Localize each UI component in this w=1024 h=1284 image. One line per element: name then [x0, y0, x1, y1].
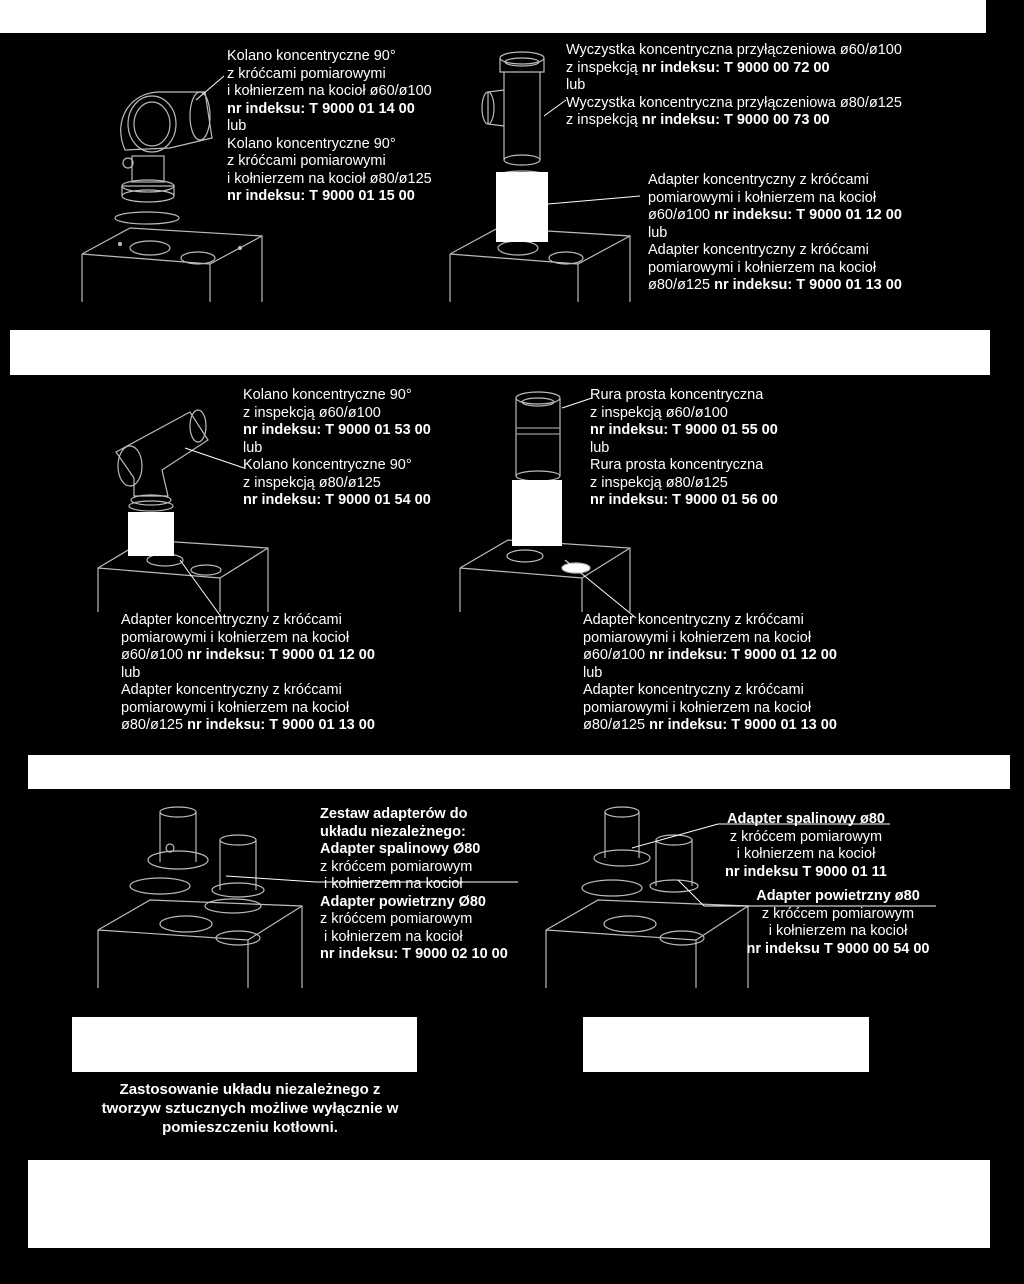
flue-air-adapter-set-icon [130, 807, 264, 913]
caption-concentric-elbow-measuring: Kolano koncentryczne 90° z króćcami pomiarowymi i kołnierzem na kocioł ø60/ø100 nr indeksu: T 9000 01 14 00 lub Kolano koncentryczne 90° z króćcami pomiarowymi i kołnierzem na kocioł ø80/ø125 nr indeksu: T 9000 01 15 00 [227, 48, 432, 204]
caption-concentric-adapter-2: Adapter koncentryczny z króćcami pomiarowymi i kołnierzem na kocioł ø60/ø100 nr indeksu: T 9000 01 12 00 lub Adapter koncentryczny z króćcami pomiarowymi i kołnierzem na kocioł ø80/ø125 nr indeksu: T 9000 01 13 00 [121, 612, 375, 733]
boiler-top-2b-icon [460, 540, 630, 612]
caption-adapter-set-independent: Zestaw adapterów do układu niezależnego: Adapter spalinowy Ø80 z króćcem pomiarowym i kołnierzem na kocioł Adapter powietrzny Ø80 z króćcem pomiarowym i kołnierzem na kocioł nr indeksu: T 9000 02 10 00 [320, 806, 508, 962]
adapter-box-2 [128, 512, 174, 556]
adapter-box-3 [512, 480, 562, 546]
concentric-cleanout-tee-icon [482, 52, 546, 181]
boiler-top-3b-icon [546, 900, 748, 988]
concentric-elbow-90-icon [115, 92, 212, 224]
caption-concentric-straight-pipe: Rura prosta koncentryczna z inspekcją ø60/ø100 nr indeksu: T 9000 01 55 00 lub Rura prosta koncentryczna z inspekcją ø80/ø125 nr indeksu: T 9000 01 56 00 [590, 387, 778, 508]
concentric-straight-pipe-icon [516, 392, 560, 481]
caption-concentric-adapter-3: Adapter koncentryczny z króćcami pomiarowymi i kołnierzem na kocioł ø60/ø100 nr indeksu: T 9000 01 12 00 lub Adapter koncentryczny z króćcami pomiarowymi i kołnierzem na kocioł ø80/ø125 nr indeksu: T 9000 01 13 00 [583, 612, 837, 733]
adapter-box-1 [496, 172, 548, 242]
boiler-top-2a-icon [98, 540, 268, 612]
boiler-top-3a-icon [98, 900, 302, 988]
caption-concentric-elbow-inspection: Kolano koncentryczne 90° z inspekcją ø60/ø100 nr indeksu: T 9000 01 53 00 lub Kolano koncentryczne 90° z inspekcją ø80/ø125 nr indeksu: T 9000 01 54 00 [243, 387, 431, 508]
caption-concentric-adapter-1: Adapter koncentryczny z króćcami pomiarowymi i kołnierzem na kocioł ø60/ø100 nr indeksu: T 9000 01 12 00 lub Adapter koncentryczny z króćcami pomiarowymi i kołnierzem na kocioł ø80/ø125 nr indeksu: T 9000 01 13 00 [648, 172, 902, 293]
boiler-top-1a-icon [82, 228, 262, 302]
concentric-elbow-inspection-icon [116, 410, 208, 511]
caption-flue-adapter-80: Adapter spalinowy ø80 z króćcem pomiarowym i kołnierzem na kocioł nr indeksu T 9000 01 11 [724, 811, 887, 880]
caption-concentric-cleanout: Wyczystka koncentryczna przyłączeniowa ø60/ø100 z inspekcją nr indeksu: T 9000 00 72 00 lub Wyczystka koncentryczna przyłączeniowa ø80/ø125 z inspekcją nr indeksu: T 9000 00 73 00 [566, 42, 902, 128]
caption-air-adapter-80: Adapter powietrzny ø80 z króćcem pomiarowym i kołnierzem na kocioł nr indeksu T 9000 00 54 00 [746, 888, 930, 957]
note-plastic-system-boiler-room: Zastosowanie układu niezależnego z tworzyw sztucznych możliwe wyłącznie w pomieszczeniu kotłowni. [101, 1081, 399, 1136]
